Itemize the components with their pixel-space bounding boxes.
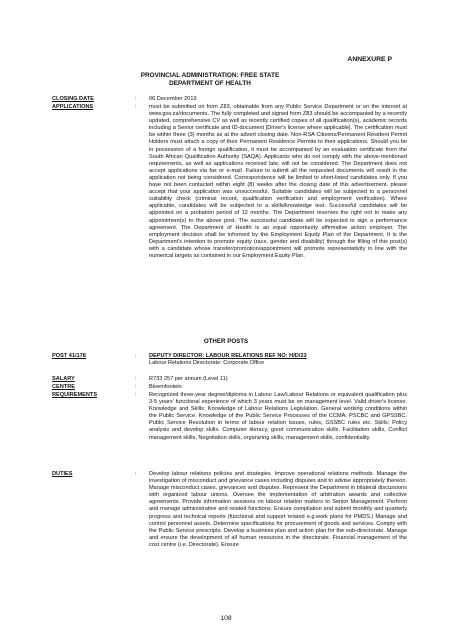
- post-row: [52, 353, 407, 369]
- requirements-row: [52, 392, 407, 470]
- applications-colon: :: [135, 104, 137, 110]
- centre-value: Bloemfontein: [149, 384, 182, 390]
- salary-value: R733 257 per annum (Level 11): [149, 376, 228, 382]
- requirements-label: REQUIREMENTS: [52, 392, 98, 398]
- closing-date-row: [52, 96, 407, 104]
- page-number: 108: [220, 615, 232, 622]
- duties-colon: :: [135, 471, 137, 477]
- applications-text: must be submitted on form Z83, obtainable from any Public Service Department or on the internet at www.gov.za/documents. The fully completed and signed form Z83 should be accompanied by a recently updated, comprehensive CV as well as recently certified copies of all qualification(s), academic records including a Senior certificate and ID-document [Driver's license where applicable]. The certification must be within three (3) months as at the advert closing date. Non-RSA Citizens/Permanent Resident Permit Holders must attach a copy of their Permanent Residence Permits to their applications. Should you be in possession of a foreign qualification, it must be accompanied by an evaluation certificate from the South African Qualification Authority (SAQA). Applicants who do not comply with the above-mentioned requirements, as well as applications received late, will not be considered. The Department does not accept applications via fax or e-mail. Failure to submit all the requested documents will result in the application not being considered. Correspondence will be limited to short-listed candidates only. If you have not been contacted within eight (8) weeks after the closing date of this advertisement, please accept that your application was unsuccessful. Suitable candidates will be subjected to a personnel suitability check (criminal record, qualification verification and employment verification). Where applicable, candidates will be subjected to a skills/knowledge test. Successful candidates will be appointed on a probation period of 12 months. The Department reserves the right not to make any appointment(s) to the above post. The successful candidate will be expected to sign a performance agreement. The Department of Health is an equal opportunity affirmative action employer. The employment decision shall be informed by the Employment Equity Plan of the Department. It is the Department's intention to promote equity (race, gender and disability) through the filling of this post(s) with a candidate whose transfer/promotion/appointment will promote representativity in line with the numerical targets as contained in our Employment Equity Plan.: [149, 104, 407, 259]
- duties-text: Develop labour relations policies and strategies. Improve operational relations methods. Manage the investigation of misconduct and grievance cases including disputes and to advise appropriately thereon. Manage misconduct cases, grievances and disputes. Represent the Department in bilateral discussions with organized labour unions. Oversee the implementation of arbitration awards and collective agreements. Provide information sessions on labour relation matters to Senior Management. Perform and manage administrative and related functions. Ensure compilation and submit monthly and quarterly progress and technical reports (functional and support related e.g.work plans for PMDS.) Manage and control personnel assets. Determine specifications for procurement of goods and services. Comply with the Public Service prescripts. Develop a business plan and action plan for the sub-directorate. Manage and ensure the development of all human resources in the directorate. Financial management of the cost centre (i.e. Directorate). Ensure: [149, 471, 407, 548]
- post-subtitle: Labour Relations Directorate: Corporate Office: [149, 360, 265, 367]
- header-line-administration: PROVINCIAL ADMINISTRATION: FREE STATE: [140, 72, 280, 79]
- applications-label: APPLICATIONS: [52, 104, 94, 110]
- salary-colon: :: [135, 376, 137, 382]
- centre-colon: :: [135, 384, 137, 390]
- duties-row: [52, 471, 407, 606]
- annexure-label: ANNEXURE P: [347, 56, 392, 63]
- duties-label: DUTIES: [52, 471, 73, 477]
- closing-date-value: 06 December 2019: [149, 96, 197, 102]
- post-colon: :: [135, 353, 137, 359]
- centre-label: CENTRE: [52, 384, 75, 390]
- salary-label: SALARY: [52, 376, 75, 382]
- centre-row: [52, 384, 407, 392]
- post-title-block: [149, 353, 407, 367]
- closing-date-label: CLOSING DATE: [52, 96, 94, 102]
- requirements-text: Recognized three-year degree/diploma in Labour Law/Labour Relations or equivalent qualification plus 3-5 years' functional experience of which 3 years must be on management level. Valid driver's license. Knowledge and Skills: Knowledge of Labour Relations Legislation. General working conditions within the Public Service. Knowledge of the Public Service Processes of the CCMA, PSCBC and GPSSBC. Public Service Resolution in terms of labour relation issues, rules, GSSBC rules etc. Skills: Policy analysis and develop skills. Computer literacy, good communication skills. Facilitation skills, Conflict management skills, Negotiation skills, organizing skills, management skills, confidentiality.: [149, 392, 407, 441]
- salary-row: [52, 376, 407, 384]
- post-number-label: POST 41/178: [52, 353, 86, 359]
- closing-date-colon: :: [135, 96, 137, 102]
- document-header: [120, 72, 300, 88]
- post-title: DEPUTY DIRECTOR: LABOUR RELATIONS REF NO: H/D/23: [149, 353, 307, 359]
- other-posts-heading: OTHER POSTS: [203, 338, 249, 345]
- applications-row: [52, 104, 407, 334]
- requirements-colon: :: [135, 392, 137, 398]
- header-line-department: DEPARTMENT OF HEALTH: [169, 80, 251, 87]
